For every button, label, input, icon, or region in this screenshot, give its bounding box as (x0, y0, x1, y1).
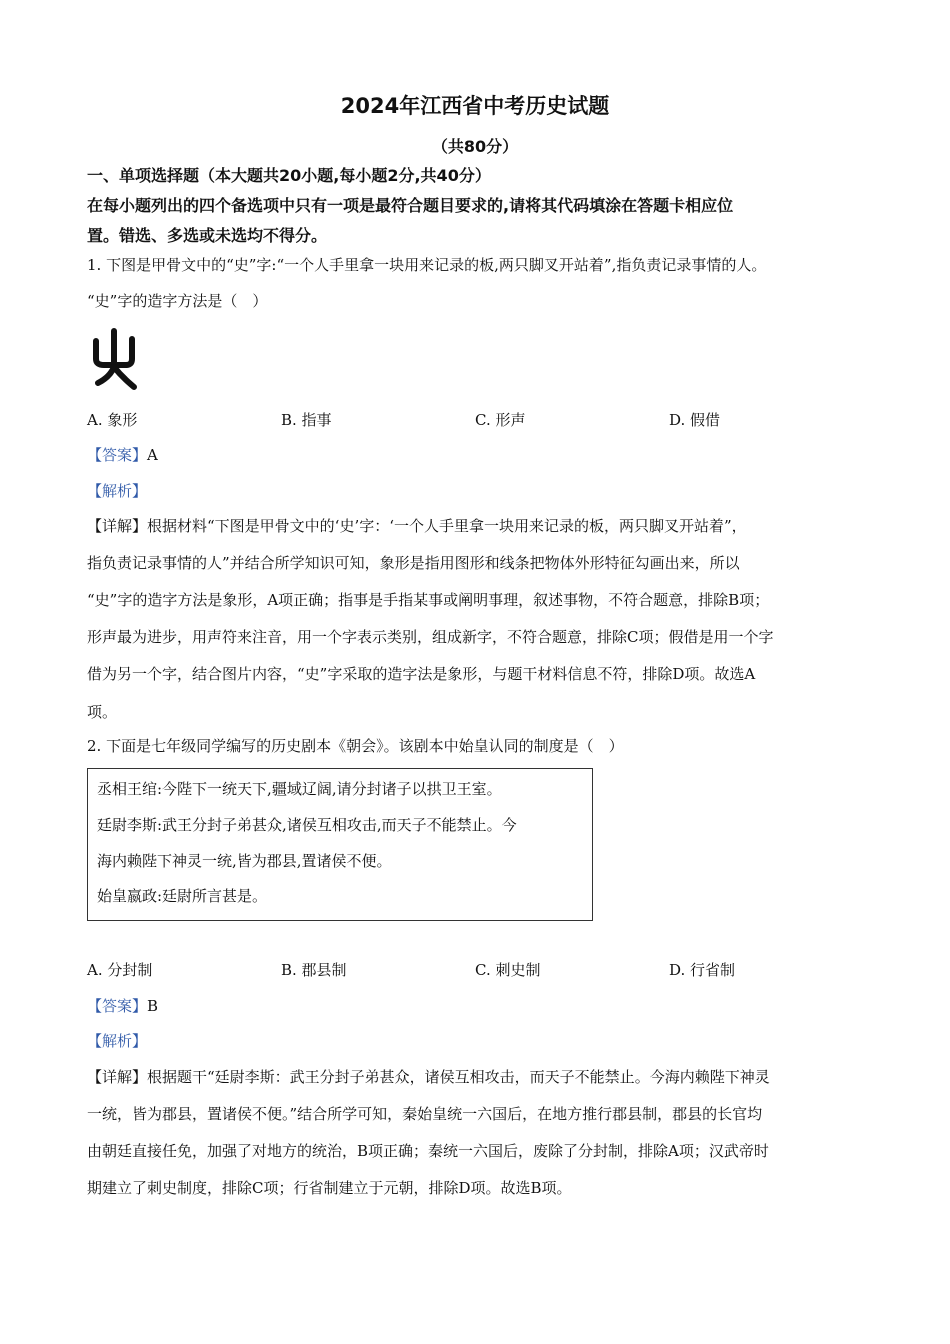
detail-text: 根据材料“下图是甲骨文中的‘史’字：‘一个人手里拿一块用来记录的板，两只脚叉开站着”， (147, 517, 747, 535)
q2-quote-line-3: 海内赖陛下神灵一统,皆为郡县,置诸侯不便。 (97, 852, 392, 870)
q1-option-a[interactable]: A. 象形 (87, 411, 138, 429)
q1-answer (87, 445, 867, 465)
answer-label: 【答案】 (87, 446, 148, 464)
answer-value: A (147, 446, 158, 464)
q1-detail-line-2: 指负责记录事情的人”并结合所学知识可知，象形是指用图形和线条把物体外形特征勾画出来，所以 (87, 554, 740, 572)
answer-value: B (147, 997, 159, 1015)
q2-option-c[interactable]: C. 刺史制 (475, 961, 541, 979)
q2-option-a[interactable]: A. 分封制 (87, 961, 153, 979)
q1-option-b[interactable]: B. 指事 (281, 411, 332, 429)
answer-label: 【答案】 (87, 997, 148, 1015)
q1-detail-line-5: 借为另一个字，结合图片内容，“史”字采取的造字法是象形，与题干材料信息不符，排除D项。故选A (87, 665, 756, 683)
q1-detail-line-6: 项。 (87, 703, 118, 721)
section-instruction-2: 置。错选、多选或未选均不得分。 (87, 226, 328, 245)
q1-option-d[interactable]: D. 假借 (669, 411, 721, 429)
q1-detail-line-4: 形声最为进步，用声符来注音，用一个字表示类别，组成新字，不符合题意，排除C项；假借是用一个字 (87, 628, 774, 646)
analysis-label: 【解析】 (87, 1032, 148, 1050)
detail-text: 根据题干“廷尉李斯：武王分封子弟甚众，诸侯互相攻击，而天子不能禁止。今海内赖陛下神灵 (147, 1068, 770, 1086)
q1-stem-line-1: 1. 下图是甲骨文中的“史”字:“一个人手里拿一块用来记录的板,两只脚叉开站着”,指负责记录事情的人。 (87, 256, 767, 274)
q2-analysis (87, 1031, 867, 1051)
q1-analysis (87, 481, 867, 501)
q2-option-b[interactable]: B. 郡县制 (281, 961, 347, 979)
section-heading: 一、单项选择题（本大题共20小题,每小题2分,共40分） (87, 166, 491, 185)
oracle-bone-shi-glyph-image (88, 327, 138, 391)
q2-stem: 2. 下面是七年级同学编写的历史剧本《朝会》。该剧本中始皇认同的制度是（ ） (87, 737, 624, 755)
page-title: 2024年江西省中考历史试题 (340, 94, 610, 118)
q1-stem-line-2: “史”字的造字方法是（ ） (87, 292, 268, 310)
q2-script-box (87, 768, 593, 921)
q1-detail-line-1 (87, 516, 867, 536)
detail-label: 【详解】 (87, 1068, 148, 1086)
analysis-label: 【解析】 (87, 482, 148, 500)
q2-answer (87, 996, 867, 1016)
q2-quote-line-2: 廷尉李斯:武王分封子弟甚众,诸侯互相攻击,而天子不能禁止。今 (97, 816, 517, 834)
q2-quote-line-1: 丞相王绾:今陛下一统天下,疆域辽阔,请分封诸子以拱卫王室。 (97, 780, 502, 798)
page-subtitle: （共80分） (431, 137, 519, 156)
q2-detail-line-3: 由朝廷直接任免，加强了对地方的统治，B项正确；秦统一六国后，废除了分封制，排除A项；汉武帝时 (87, 1142, 769, 1160)
q2-quote-line-4: 始皇嬴政:廷尉所言甚是。 (97, 887, 268, 905)
q2-detail-line-1 (87, 1067, 867, 1087)
q1-option-c[interactable]: C. 形声 (475, 411, 526, 429)
section-instruction-1: 在每小题列出的四个备选项中只有一项是最符合题目要求的,请将其代码填涂在答题卡相应位 (87, 196, 734, 215)
q2-detail-line-4: 期建立了刺史制度，排除C项；行省制建立于元朝，排除D项。故选B项。 (87, 1179, 572, 1197)
q2-option-d[interactable]: D. 行省制 (669, 961, 736, 979)
q1-detail-line-3: “史”字的造字方法是象形，A项正确；指事是手指某事或阐明事理，叙述事物，不符合题意，排除B项； (87, 591, 770, 609)
q2-detail-line-2: 一统，皆为郡县，置诸侯不便。”结合所学可知，秦始皇统一六国后，在地方推行郡县制，郡县的长官均 (87, 1105, 763, 1123)
detail-label: 【详解】 (87, 517, 148, 535)
